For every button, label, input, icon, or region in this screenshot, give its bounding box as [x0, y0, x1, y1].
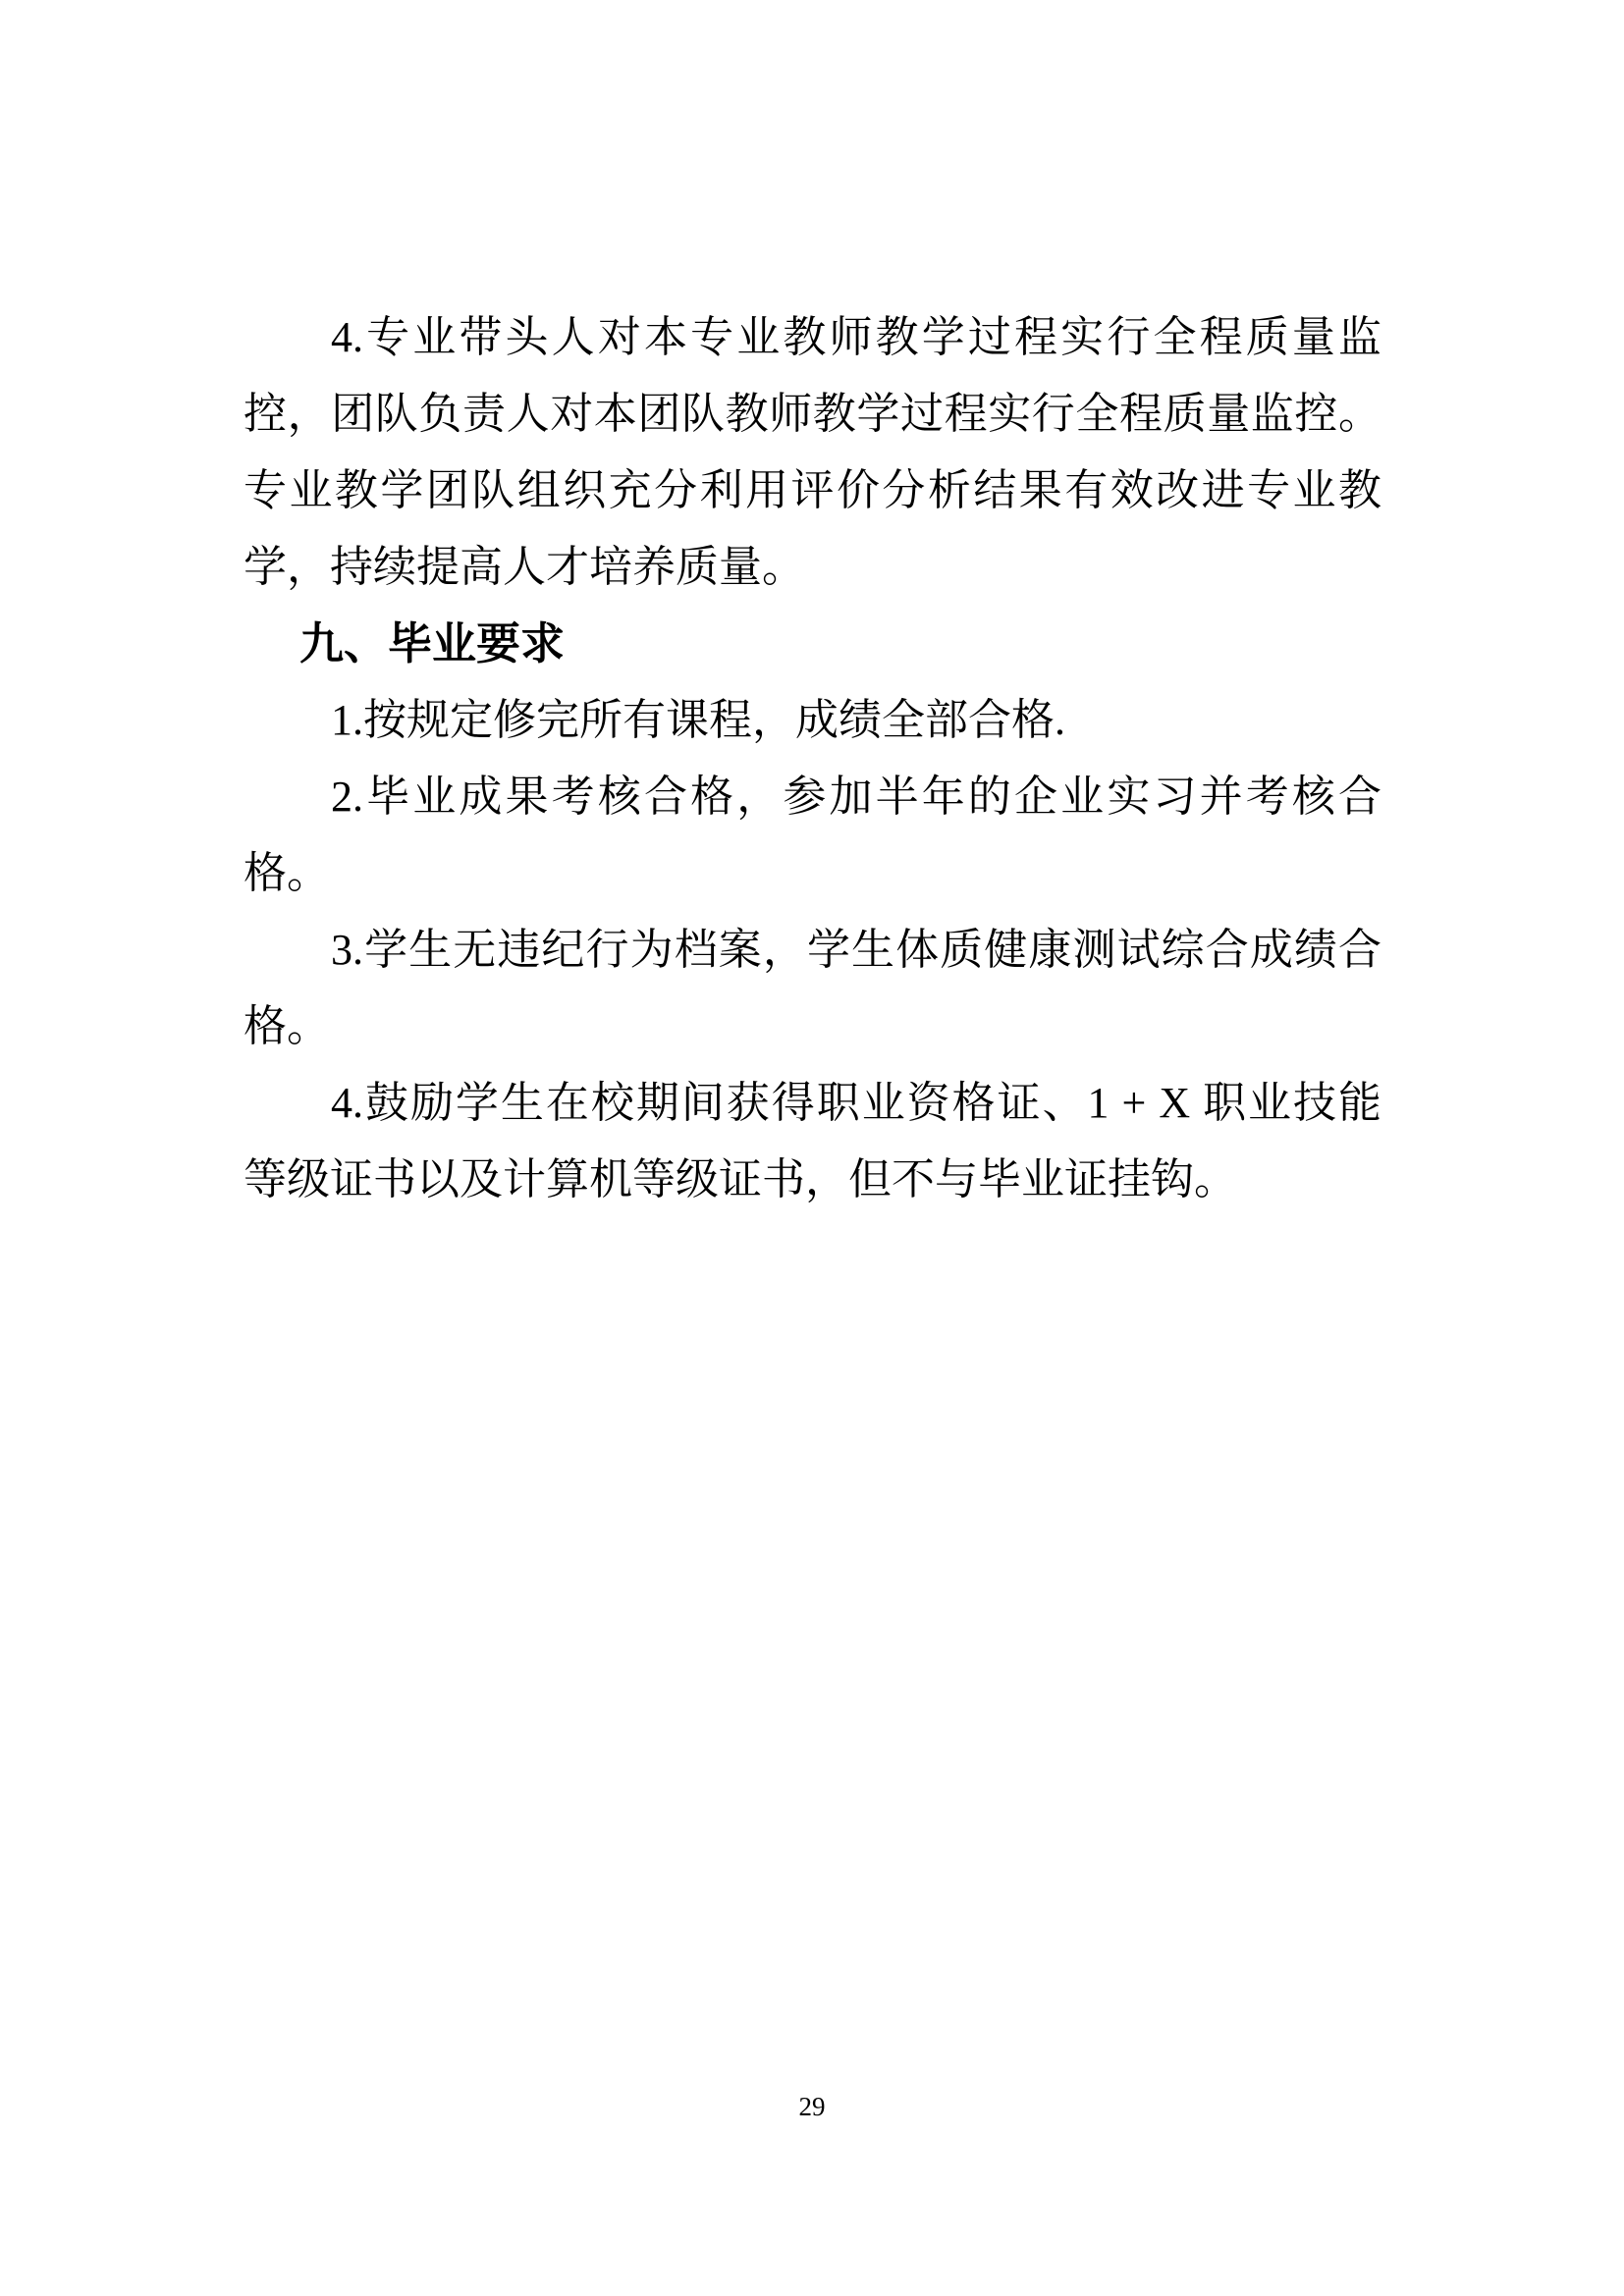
section-heading: 九、毕业要求	[299, 618, 566, 668]
list-item-line: 格。	[244, 1002, 330, 1050]
paragraph-line: 4.专业带头人对本专业教师教学过程实行全程质量监	[331, 313, 1381, 361]
paragraph-line: 专业教学团队组织充分利用评价分析结果有效改进专业教	[244, 466, 1381, 514]
paragraph-line: 学，持续提高人才培养质量。	[244, 543, 805, 591]
list-item-line: 格。	[244, 849, 330, 897]
list-item-line: 1.按规定修完所有课程，成绩全部合格.	[331, 696, 1065, 744]
document-body	[244, 299, 1381, 1218]
list-item-line: 2.毕业成果考核合格，参加半年的企业实习并考核合	[331, 773, 1381, 821]
page-number: 29	[798, 2092, 826, 2121]
list-item-line: 3.学生无违纪行为档案，学生体质健康测试综合成绩合	[331, 926, 1381, 974]
list-item-line: 4.鼓励学生在校期间获得职业资格证、1 + X 职业技能	[331, 1079, 1381, 1127]
paragraph-line: 控，团队负责人对本团队教师教学过程实行全程质量监控。	[244, 390, 1381, 438]
list-item-line: 等级证书以及计算机等级证书，但不与毕业证挂钩。	[244, 1155, 1237, 1203]
